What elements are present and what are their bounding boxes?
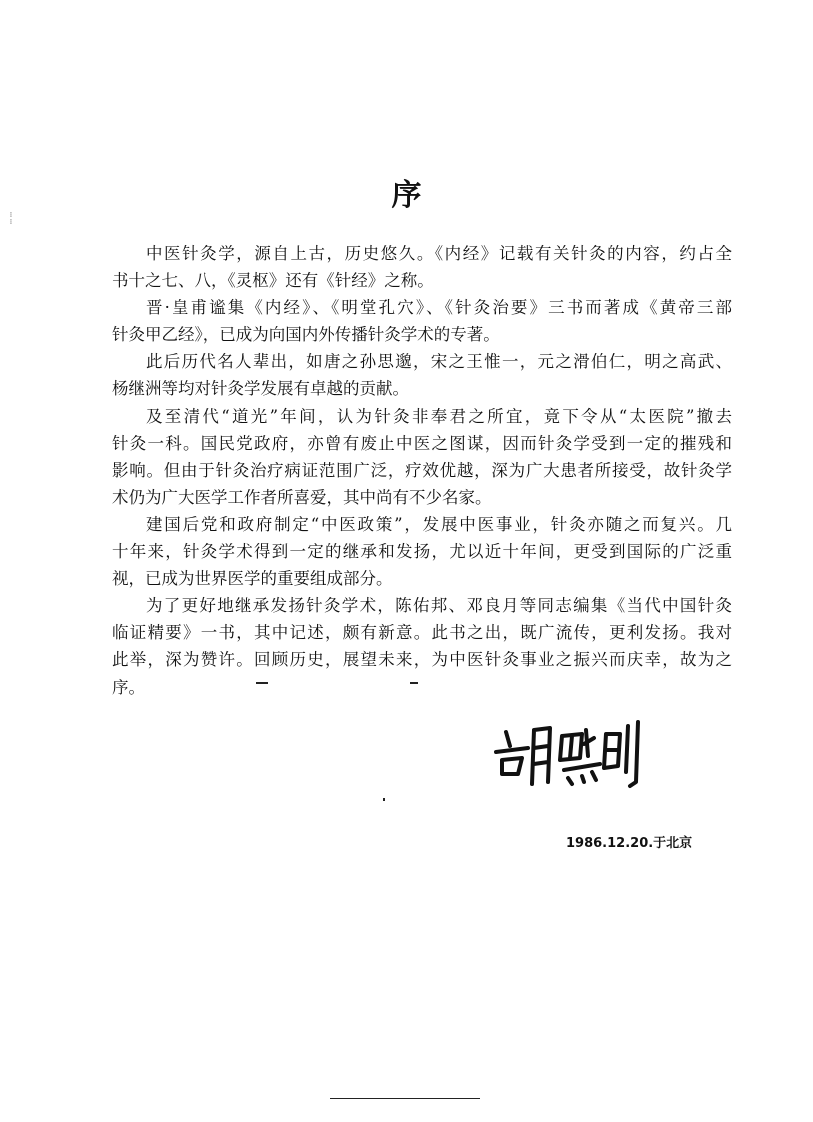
scan-speck (256, 682, 268, 684)
preface-body (112, 240, 732, 701)
text-line: 晋·皇甫谧集《内经》、《明堂孔穴》、《针灸治要》三书而著成《黄帝三部 (146, 298, 732, 318)
text-line: 中医针灸学，源自上古，历史悠久。《内经》记载有关针灸的内容，约占全 (146, 244, 732, 263)
text-line: 针灸一科。国民党政府，亦曾有废止中医之图谋，因而针灸学受到一定的摧残和 (112, 433, 732, 453)
text-line: 此后历代名人辈出，如唐之孙思邈，宋之王惟一，元之滑伯仁，明之高武、 (146, 352, 732, 372)
margin-scan-mark: ⁞ ⁞ (10, 211, 12, 226)
text-line: 临证精要》一书，其中记述，颇有新意。此书之出，既广流传，更利发扬。我对 (112, 623, 732, 643)
text-line: 影响。但由于针灸治疗病证范围广泛，疗效优越，深为广大患者所接受，故针灸学 (112, 460, 732, 480)
text-line: 书十之七、八，《灵枢》还有《针经》之称。 (112, 271, 434, 291)
text-line: 杨继洲等均对针灸学发展有卓越的贡献。 (112, 379, 409, 399)
signature-handwritten (488, 712, 658, 792)
date-location: 1986.12.20.于北京 (566, 836, 693, 851)
text-line: 十年来，针灸学术得到一定的继承和发扬，尤以近十年间，更受到国际的广泛重 (112, 542, 732, 562)
text-line: 针灸甲乙经》，已成为向国内外传播针灸学术的专著。 (112, 325, 500, 345)
text-line: 此举，深为赞许。回顾历史，展望未来，为中医针灸事业之振兴而庆幸，故为之 (112, 650, 732, 670)
scan-edge-line (330, 1098, 480, 1099)
text-line: 术仍为广大医学工作者所喜爱，其中尚有不少名家。 (112, 487, 492, 507)
text-line: 建国后党和政府制定“中医政策”，发展中医事业，针灸亦随之而复兴。几 (146, 514, 732, 534)
page-title: 序 (391, 178, 422, 213)
text-line: 视，已成为世界医学的重要组成部分。 (112, 569, 393, 589)
text-line: 及至清代“道光”年间，认为针灸非奉君之所宜，竟下令从“太医院”撤去 (146, 406, 732, 426)
scan-speck (383, 798, 385, 801)
scan-speck (410, 682, 418, 684)
text-line: 为了更好地继承发扬针灸学术，陈佑邦、邓良月等同志编集《当代中国针灸 (146, 596, 732, 616)
text-line: 序。 (112, 677, 145, 697)
